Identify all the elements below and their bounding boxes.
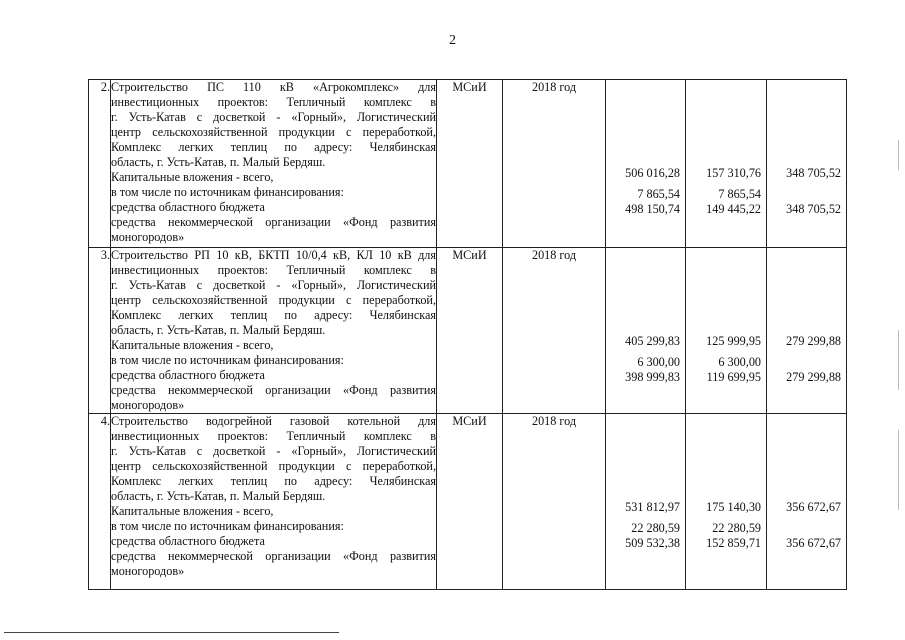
project-description — [111, 248, 437, 414]
regional-value: 22 280,59 — [712, 521, 761, 535]
table-row — [89, 248, 847, 414]
value-cell — [767, 248, 847, 414]
title-line: Строительство РП 10 кВ, БКТП 10/0,4 кВ, КЛ 10 кВ для — [111, 248, 436, 262]
fund-value: 149 445,22 — [706, 202, 761, 216]
year-cell: 2018 год — [503, 248, 606, 414]
row-number: 2. — [89, 80, 111, 248]
page-number: 2 — [449, 33, 456, 48]
title-line: Комплекс легких теплиц по адресу: Челябинская — [111, 308, 436, 322]
total-value: 531 812,97 — [625, 500, 680, 514]
title-line: область, г. Усть-Катав, п. Малый Бердяш. — [111, 489, 326, 503]
table-row — [89, 80, 847, 248]
value-stack — [606, 500, 680, 551]
title-line: г. Усть-Катав с досветкой - «Горный», Логистический — [111, 278, 436, 292]
total-value: 348 705,52 — [786, 166, 841, 180]
fund-value: 356 672,67 — [786, 536, 841, 550]
title-line: г. Усть-Катав с досветкой - «Горный», Логистический — [111, 444, 436, 458]
regional-value — [767, 187, 841, 202]
fund-label: средства некоммерческой организации «Фонд развития — [111, 215, 436, 229]
title-line: Комплекс легких теплиц по адресу: Челябинская — [111, 140, 436, 154]
value-stack — [686, 166, 761, 217]
year-cell: 2018 год — [503, 80, 606, 248]
project-description — [111, 80, 437, 248]
value-stack — [686, 500, 761, 551]
year-cell: 2018 год — [503, 414, 606, 590]
value-cell — [767, 80, 847, 248]
capital-investment-label: Капитальные вложения - всего, — [111, 504, 274, 518]
regional-value: 7 865,54 — [718, 187, 761, 201]
footer-rule — [4, 632, 339, 633]
regional-value: 6 300,00 — [718, 355, 761, 369]
row-number: 4. — [89, 414, 111, 590]
funding-sources-label: в том числе по источникам финансирования: — [111, 185, 344, 199]
row-number: 3. — [89, 248, 111, 414]
title-line: Строительство водогрейной газовой котельной для — [111, 414, 436, 428]
title-line: центр сельскохозяйственной продукции с переработкой, — [111, 459, 436, 473]
title-line: центр сельскохозяйственной продукции с переработкой, — [111, 125, 436, 139]
total-value: 506 016,28 — [625, 166, 680, 180]
total-value: 125 999,95 — [706, 334, 761, 348]
fund-value: 348 705,52 — [786, 202, 841, 216]
title-line: область, г. Усть-Катав, п. Малый Бердяш. — [111, 323, 326, 337]
capital-investment-label: Капитальные вложения - всего, — [111, 170, 274, 184]
project-description — [111, 414, 437, 590]
value-stack — [606, 334, 680, 385]
scan-margin-mark — [898, 140, 899, 170]
fund-value: 398 999,83 — [625, 370, 680, 384]
fund-label-cont: моногородов» — [111, 564, 185, 578]
fund-label-cont: моногородов» — [111, 398, 185, 412]
value-cell — [606, 414, 686, 590]
value-stack — [606, 166, 680, 217]
total-value: 175 140,30 — [706, 500, 761, 514]
scan-margin-mark — [898, 430, 899, 510]
value-cell — [606, 248, 686, 414]
regional-value: 7 865,54 — [637, 187, 680, 201]
regional-budget-label: средства областного бюджета — [111, 534, 265, 548]
title-line: инвестиционных проектов: Тепличный комплекс в — [111, 95, 436, 109]
fund-value: 152 859,71 — [706, 536, 761, 550]
fund-value: 509 532,38 — [625, 536, 680, 550]
value-stack — [686, 334, 761, 385]
fund-value: 119 699,95 — [706, 370, 761, 384]
value-cell — [606, 80, 686, 248]
regional-value: 22 280,59 — [631, 521, 680, 535]
regional-budget-label: средства областного бюджета — [111, 368, 265, 382]
value-stack — [767, 500, 841, 551]
fund-value: 498 150,74 — [625, 202, 680, 216]
value-cell — [686, 248, 767, 414]
total-value: 157 310,76 — [706, 166, 761, 180]
value-cell — [686, 414, 767, 590]
regional-budget-label: средства областного бюджета — [111, 200, 265, 214]
table-row — [89, 414, 847, 590]
executor-cell: МСиИ — [437, 248, 503, 414]
title-line: г. Усть-Катав с досветкой - «Горный», Логистический — [111, 110, 436, 124]
funding-sources-label: в том числе по источникам финансирования: — [111, 353, 344, 367]
value-stack — [767, 334, 841, 385]
regional-value — [767, 521, 841, 536]
fund-label-cont: моногородов» — [111, 230, 185, 244]
funding-sources-label: в том числе по источникам финансирования: — [111, 519, 344, 533]
value-cell — [767, 414, 847, 590]
value-cell — [686, 80, 767, 248]
title-line: инвестиционных проектов: Тепличный комплекс в — [111, 429, 436, 443]
title-line: центр сельскохозяйственной продукции с переработкой, — [111, 293, 436, 307]
title-line: область, г. Усть-Катав, п. Малый Бердяш. — [111, 155, 326, 169]
executor-cell: МСиИ — [437, 80, 503, 248]
fund-label: средства некоммерческой организации «Фонд развития — [111, 549, 436, 563]
total-value: 356 672,67 — [786, 500, 841, 514]
total-value: 279 299,88 — [786, 334, 841, 348]
title-line: инвестиционных проектов: Тепличный комплекс в — [111, 263, 436, 277]
executor-cell: МСиИ — [437, 414, 503, 590]
fund-label: средства некоммерческой организации «Фонд развития — [111, 383, 436, 397]
regional-value: 6 300,00 — [637, 355, 680, 369]
value-stack — [767, 166, 841, 217]
table-body — [89, 80, 847, 590]
fund-value: 279 299,88 — [786, 370, 841, 384]
title-line: Комплекс легких теплиц по адресу: Челябинская — [111, 474, 436, 488]
regional-value — [767, 355, 841, 370]
investment-table — [88, 79, 847, 590]
total-value: 405 299,83 — [625, 334, 680, 348]
title-line: Строительство ПС 110 кВ «Агрокомплекс» для — [111, 80, 436, 94]
scan-margin-mark — [898, 330, 899, 390]
capital-investment-label: Капитальные вложения - всего, — [111, 338, 274, 352]
